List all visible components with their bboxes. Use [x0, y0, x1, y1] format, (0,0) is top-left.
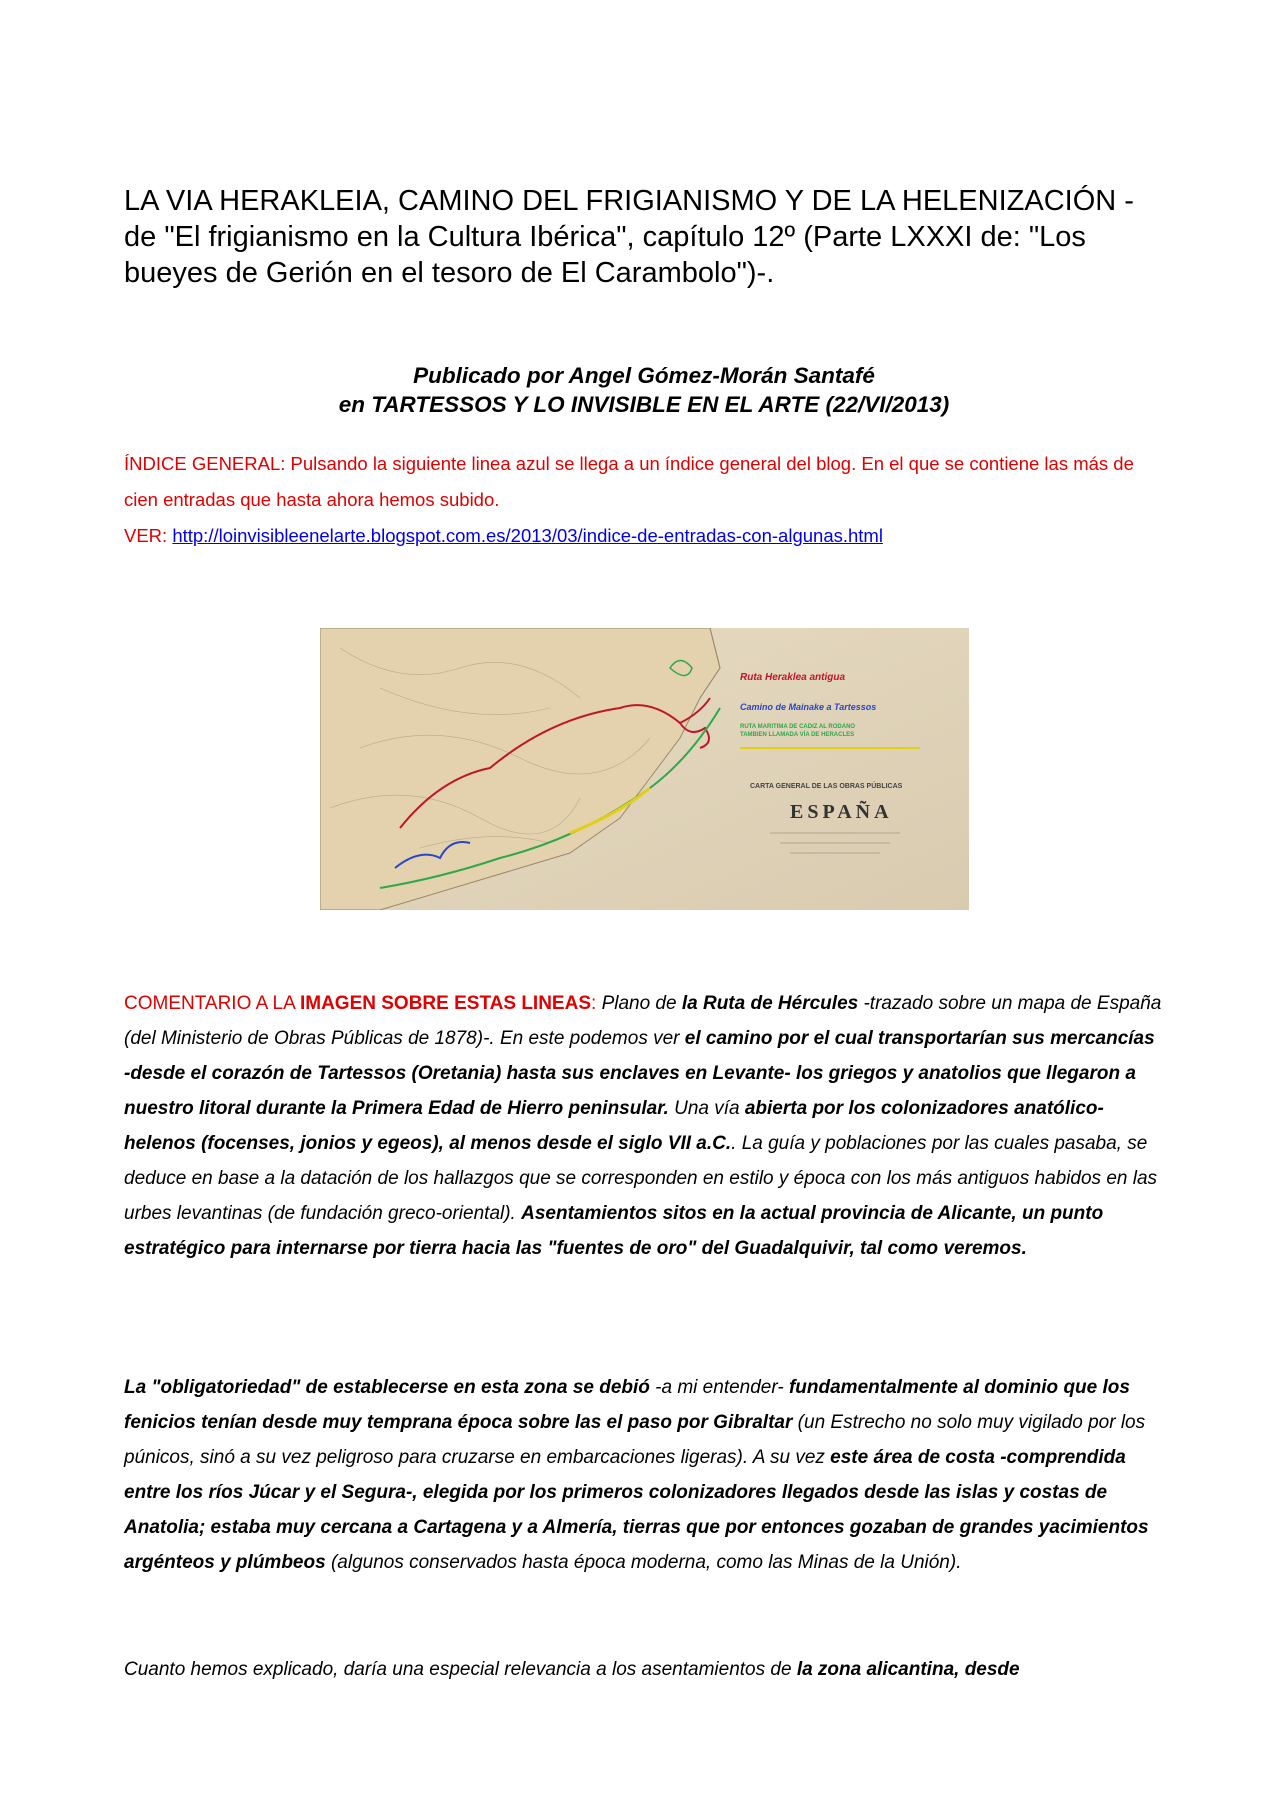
text-run: -a mi entender- — [649, 1377, 789, 1398]
text-bold-run: fundamentalmente al dominio que los fenicios tenían desde muy temprana época sobre las el paso por Gibraltar — [124, 1377, 1130, 1433]
index-text: ÍNDICE GENERAL: Pulsando la siguiente linea azul se llega a un índice general del blog. En el que se contiene las más de cien entradas que hasta ahora hemos subido. — [124, 453, 1134, 510]
legend-maritima-1: RUTA MARITIMA DE CADIZ AL RODANO — [740, 724, 856, 730]
text-bold-run: este área de costa -comprendida entre los ríos Júcar y el Segura-, elegida por los primeros colonizadores llegados desde las islas y costas de Anatolia; estaba muy cercana a Cartagena y a Almería, tierras que por entonces gozaban de grandes yacimientos argénteos y plúmbeos — [124, 1447, 1149, 1573]
text-run: . La guía y poblaciones por las cuales pasaba, se deduce en base a la datación de los hallazgos que se corresponden en estilo y época con los más antiguos habidos en las urbes levantinas (de fundación greco-oriental). — [124, 1133, 1158, 1224]
legend-maritima-2: TAMBIEN LLAMADA VÍA DE HERACLES — [740, 732, 855, 738]
paragraph-obligatoriedad — [124, 1370, 1164, 1580]
legend-camino: Camino de Mainake a Tartessos — [740, 702, 877, 712]
text-run: Plano de — [601, 993, 682, 1014]
comment-label: COMENTARIO A LA — [124, 993, 300, 1014]
text-bold-run: la zona alicantina, desde — [796, 1659, 1020, 1680]
text-run: -trazado sobre un mapa de España (del Ministerio de Obras Públicas de 1878)-. En este podemos ver — [124, 993, 1162, 1049]
text-run: Una vía — [668, 1098, 745, 1119]
byline — [124, 361, 1164, 419]
text-bold-run: la Ruta de Hércules — [681, 993, 859, 1014]
byline-blog: en TARTESSOS Y LO INVISIBLE EN EL ARTE (22/VI/2013) — [338, 392, 950, 417]
ver-label: VER: — [124, 525, 173, 546]
text-run: (algunos conservados hasta época moderna, como las Minas de la Unión). — [325, 1552, 962, 1573]
text-bold-run: La "obligatoriedad" de establecerse en esta zona se debió — [124, 1377, 650, 1398]
page-title: LA VIA HERAKLEIA, CAMINO DEL FRIGIANISMO Y DE LA HELENIZACIÓN -de "El frigianismo en la Cultura Ibérica", capítulo 12º (Parte LXXXI de: "Los bueyes de Gerión en el tesoro de El Carambolo")-. — [124, 185, 1134, 289]
byline-author: Publicado por Angel Gómez-Morán Santafé — [413, 363, 875, 388]
paragraph-cuanto — [124, 1652, 1164, 1687]
text-run: (un Estrecho no solo muy vigilado por los púnicos, sinó a su vez peligroso para cruzarse en embarcaciones ligeras). A su vez — [124, 1412, 1146, 1468]
legend-ruta: Ruta Heraklea antigua — [740, 672, 846, 683]
map-carta-title: CARTA GENERAL DE LAS OBRAS PÚBLICAS — [750, 783, 903, 790]
comment-paragraph — [124, 986, 1164, 1266]
index-notice — [124, 446, 1164, 554]
text-bold-run: Asentamientos sitos en la actual provincia de Alicante, un punto estratégico para internarse por tierra hacia las "fuentes de oro" del Guadalquivir, tal como veremos. — [124, 1203, 1104, 1259]
route-map-image — [320, 628, 969, 910]
map-espana: ESPAÑA — [790, 801, 893, 823]
index-link[interactable]: http://loinvisibleenelarte.blogspot.com.es/2013/03/indice-de-entradas-con-algunas.html — [172, 525, 883, 546]
text-run: Cuanto hemos explicado, daría una especial relevancia a los asentamientos de — [124, 1659, 797, 1680]
map-illustration — [320, 628, 969, 910]
text-bold-run: el camino por el cual transportarían sus mercancías -desde el corazón de Tartessos (Oretania) hasta sus enclaves en Levante- los griegos y anatolios que llegaron a nuestro litoral durante la Primera Edad de Hierro peninsular. — [124, 1028, 1155, 1119]
comment-label-bold: IMAGEN SOBRE ESTAS LINEAS — [299, 993, 591, 1014]
comment-colon: : — [591, 993, 602, 1014]
text-bold-run: abierta por los colonizadores anatólico-helenos (focenses, jonios y egeos), al menos desde el siglo VII a.C. — [124, 1098, 1104, 1154]
